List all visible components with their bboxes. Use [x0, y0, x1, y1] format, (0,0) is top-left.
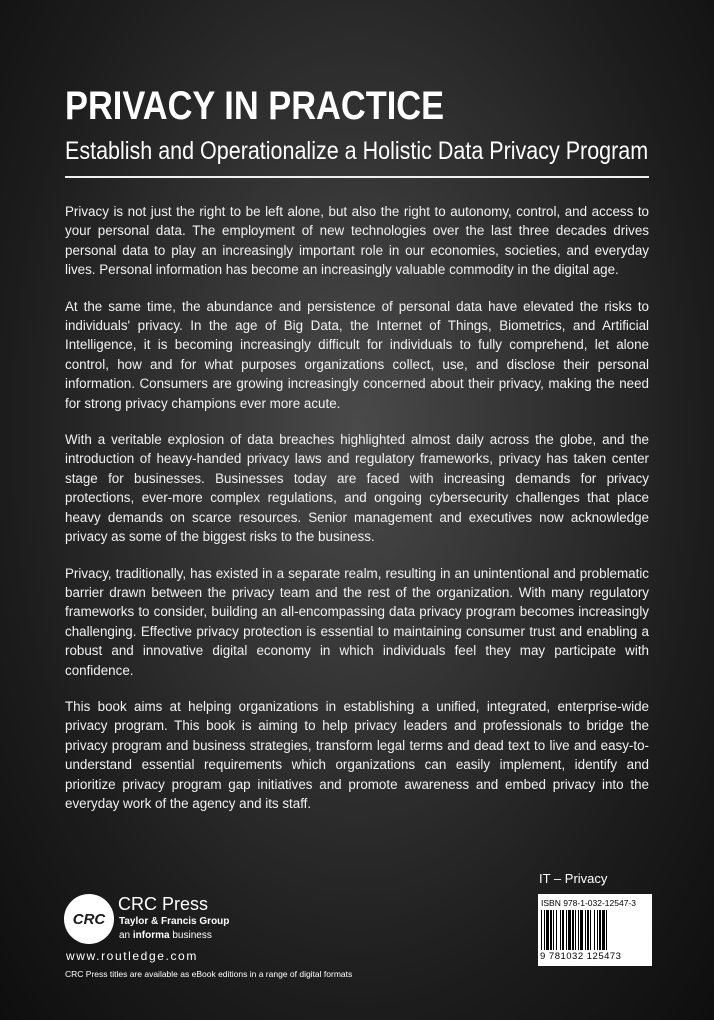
blurb	[65, 202, 649, 830]
publisher-group: Taylor & Francis Group	[119, 916, 230, 927]
barcode-bar	[572, 910, 574, 950]
barcode-bar	[541, 910, 542, 950]
crc-logo-icon: CRC	[64, 894, 114, 944]
barcode-bar	[578, 910, 579, 950]
business-suffix: business	[169, 930, 212, 941]
barcode-bar	[585, 910, 586, 950]
blurb-paragraph-5: This book aims at helping organizations in establishing a unified, integrated, enterprise-wide privacy program. This book is aiming to help privacy leaders and professionals to bridge the privacy program and business strategies, transform legal terms and dead text to live and easy-to-understand essential requirements which organizations can easily implement, identify and prioritize privacy program gap initiatives and promote awareness and embed privacy into the everyday work of the agency and its staff.	[65, 698, 649, 811]
barcode-bar	[575, 910, 576, 950]
blurb-paragraph-3: With a veritable explosion of data breaches highlighted almost daily across the globe, and the introduction of heavy-handed privacy laws and regulatory frameworks, privacy has taken center stage for businesses. Businesses today are faced with increasing demands for privacy protections, ever-more complex regulations, and ongoing cybersecurity challenges that place heavy demands on scarce resources. Senior management and executives now acknowledge privacy as some of the biggest risks to the business.	[65, 432, 649, 545]
book-subtitle: Establish and Operationalize a Holistic Data Privacy Program	[65, 137, 649, 165]
barcode-bar	[556, 910, 557, 950]
barcode-bar	[560, 910, 561, 950]
publisher-website: www.routledge.com	[66, 949, 198, 963]
barcode-bar	[587, 910, 589, 950]
barcode-bar	[550, 910, 552, 950]
barcode-bar	[606, 910, 607, 950]
barcode-bar	[602, 910, 605, 950]
isbn-label: ISBN 978-1-032-12547-3	[541, 898, 636, 908]
isbn-barcode	[538, 894, 652, 966]
barcode-bar	[597, 910, 598, 950]
blurb-paragraph-1: Privacy is not just the right to be left alone, but also the right to autonomy, control, and access to your personal data. The employment of new technologies over the last three decades drives personal data to play an increasingly important role in our economies, societies, and everyday lives. Personal information has become an increasingly valuable commodity in the digital age.	[65, 204, 649, 278]
publisher-business	[119, 930, 212, 941]
business-prefix: an	[119, 930, 133, 941]
barcode-bar	[562, 910, 564, 950]
isbn-digits: 9 781032 125473	[540, 951, 622, 962]
barcode-bar	[566, 910, 567, 950]
subject-category: IT – Privacy	[539, 871, 608, 886]
title-divider	[65, 176, 649, 178]
book-title: PRIVACY IN PRACTICE	[65, 84, 445, 128]
barcode-bar	[568, 910, 571, 950]
ebook-footnote: CRC Press titles are available as eBook editions in a range of digital formats	[65, 969, 353, 979]
barcode-bar	[546, 910, 549, 950]
barcode-bar	[580, 910, 583, 950]
publisher-name: CRC Press	[118, 894, 209, 914]
barcode-bars	[541, 910, 649, 950]
barcode-bar	[599, 910, 601, 950]
business-brand: informa	[132, 930, 170, 941]
barcode-bar	[594, 910, 595, 950]
blurb-paragraph-4: Privacy, traditionally, has existed in a separate realm, resulting in an unintentional and problematic barrier drawn between the privacy team and the rest of the organization. With many regulatory frameworks to consider, building an all-encompassing data privacy program becomes increasingly challenging. Effective privacy protection is essential to maintaining consumer trust and enabling a robust and innovative digital economy in which individuals feel they may participate with confidence.	[65, 565, 649, 678]
barcode-bar	[544, 910, 545, 950]
barcode-bar	[590, 910, 591, 950]
barcode-bar	[553, 910, 554, 950]
blurb-paragraph-2: At the same time, the abundance and persistence of personal data have elevated the risks to individuals' privacy. In the age of Big Data, the Internet of Things, Biometrics, and Artificial Intelligence, it is becoming increasingly difficult for individuals to fully comprehend, let alone control, how and for what purposes organizations collect, use, and disclose their personal information. Consumers are growing increasingly concerned about their privacy, making the need for strong privacy champions ever more acute.	[65, 298, 649, 411]
